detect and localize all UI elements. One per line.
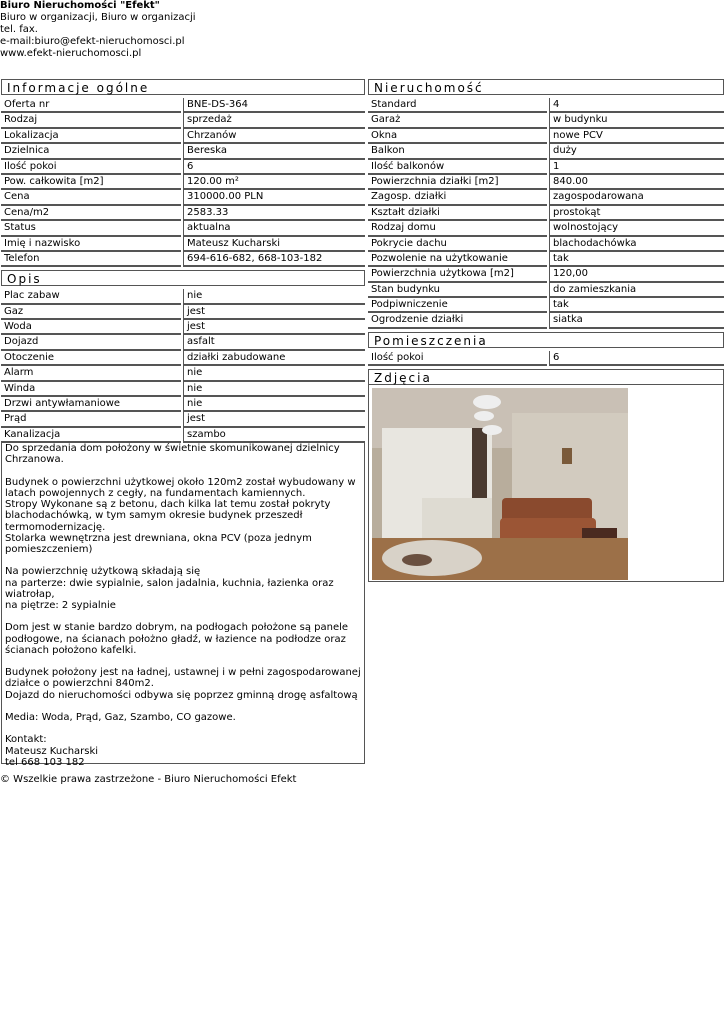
agency-subtitle: Biuro w organizacji, Biuro w organizacji (0, 12, 196, 23)
opis-row (1, 320, 365, 335)
property-label: Powierzchnia użytkowa [m2] (368, 267, 547, 282)
general-row (1, 221, 365, 236)
opis-row (1, 412, 365, 427)
room-photo[interactable] (372, 388, 628, 580)
general-value: 120.00 m² (183, 175, 365, 190)
opis-value: nie (183, 366, 365, 381)
property-row (368, 98, 724, 113)
general-value: aktualna (183, 221, 365, 236)
property-value: prostokąt (549, 206, 724, 221)
photo-gallery (368, 385, 724, 582)
opis-value: nie (183, 289, 365, 304)
footer-copyright: © Wszelkie prawa zastrzeżone - Biuro Nieruchomości Efekt (0, 774, 297, 785)
right-column (368, 79, 724, 582)
opis-row (1, 397, 365, 412)
property-value: tak (549, 298, 724, 313)
property-row (368, 221, 724, 236)
general-value: 694-616-682, 668-103-182 (183, 252, 365, 267)
general-row (1, 144, 365, 159)
property-label: Okna (368, 129, 547, 144)
property-label: Standard (368, 98, 547, 113)
property-description: Do sprzedania dom położony w świetnie skomunikowanej dzielnicy Chrzanowa. Budynek o powierzchni użytkowej około 120m2 został wybudowany w latach powojennych z cegły, na fundamentach kamiennych. Stropy Wykonane są z betonu, dach kilka lat temu został pokryty blachodachówką, w tym samym okresie budynek przeszedł termomodernizację. Stolarka wewnętrzna jest drewniana, okna PCV (poza jednym pomieszczeniem) Na powierzchnię użytkową składają się na parterze: dwie sypialnie, salon jadalnia, kuchnia, łazienka oraz wiatrołap, na piętrze: 2 sypialnie Dom jest w stanie bardzo dobrym, na podłogach położone są panele podłogowe, na ścianach położno gładź, w łazience na podłodze oraz ścianach położono kafelki. Budynek położony jest na ładnej, ustawnej i w pełni zagospodarowanej działce o powierzchni 840m2. Dojazd do nieruchomości odbywa się poprzez gminną drogę asfaltową Media: Woda, Prąd, Gaz, Szambo, CO gazowe. Kontakt: Mateusz Kucharski tel 668 103 182 (1, 443, 365, 764)
agency-header (0, 0, 196, 60)
general-value: 310000.00 PLN (183, 190, 365, 205)
opis-table (1, 289, 365, 443)
opis-label: Winda (1, 382, 181, 397)
property-row (368, 190, 724, 205)
property-label: Pokrycie dachu (368, 237, 547, 252)
property-value: 1 (549, 160, 724, 175)
general-row (1, 160, 365, 175)
general-label: Dzielnica (1, 144, 181, 159)
opis-value: nie (183, 382, 365, 397)
opis-label: Gaz (1, 305, 181, 320)
opis-label: Drzwi antywłamaniowe (1, 397, 181, 412)
opis-value: jest (183, 412, 365, 427)
property-value: zagospodarowana (549, 190, 724, 205)
opis-value: szambo (183, 428, 365, 443)
general-row (1, 237, 365, 252)
opis-label: Otoczenie (1, 351, 181, 366)
property-value: duży (549, 144, 724, 159)
general-row (1, 190, 365, 205)
property-row (368, 298, 724, 313)
general-row (1, 129, 365, 144)
property-value: 4 (549, 98, 724, 113)
opis-row (1, 366, 365, 381)
general-label: Oferta nr (1, 98, 181, 113)
agency-email[interactable]: e-mail:biuro@efekt-nieruchomosci.pl (0, 36, 185, 47)
property-label: Ilość balkonów (368, 160, 547, 175)
opis-value: asfalt (183, 335, 365, 350)
general-label: Lokalizacja (1, 129, 181, 144)
property-label: Powierzchnia działki [m2] (368, 175, 547, 190)
general-label: Pow. całkowita [m2] (1, 175, 181, 190)
opis-label: Prąd (1, 412, 181, 427)
opis-value: nie (183, 397, 365, 412)
property-value: blachodachówka (549, 237, 724, 252)
property-value: 120,00 (549, 267, 724, 282)
property-label: Pozwolenie na użytkowanie (368, 252, 547, 267)
property-label: Zagosp. działki (368, 190, 547, 205)
property-value: siatka (549, 313, 724, 328)
general-label: Status (1, 221, 181, 236)
opis-label: Kanalizacja (1, 428, 181, 443)
general-row (1, 113, 365, 128)
property-value: w budynku (549, 113, 724, 128)
property-row (368, 283, 724, 298)
property-label: Ogrodzenie działki (368, 313, 547, 328)
general-row (1, 252, 365, 267)
agency-name: Biuro Nieruchomości "Efekt" (0, 0, 160, 11)
property-row (368, 129, 724, 144)
property-row (368, 206, 724, 221)
opis-row (1, 335, 365, 350)
property-label: Stan budynku (368, 283, 547, 298)
opis-value: działki zabudowane (183, 351, 365, 366)
general-label: Cena (1, 190, 181, 205)
property-value: 840.00 (549, 175, 724, 190)
general-row (1, 175, 365, 190)
rooms-label: Ilość pokoi (368, 351, 547, 366)
property-label: Rodzaj domu (368, 221, 547, 236)
general-label: Rodzaj (1, 113, 181, 128)
opis-value: jest (183, 320, 365, 335)
property-row (368, 144, 724, 159)
general-row (1, 206, 365, 221)
opis-row (1, 382, 365, 397)
agency-website[interactable]: www.efekt-nieruchomosci.pl (0, 48, 142, 59)
property-label: Podpiwniczenie (368, 298, 547, 313)
rooms-row (368, 351, 724, 366)
property-row (368, 267, 724, 282)
left-column (1, 79, 365, 768)
general-value: Mateusz Kucharski (183, 237, 365, 252)
property-row (368, 237, 724, 252)
section-property-title: Nieruchomość (368, 79, 724, 95)
opis-label: Woda (1, 320, 181, 335)
property-label: Kształt działki (368, 206, 547, 221)
general-table (1, 98, 365, 267)
property-label: Balkon (368, 144, 547, 159)
rooms-table (368, 351, 724, 366)
property-table (368, 98, 724, 329)
opis-row (1, 305, 365, 320)
opis-value: jest (183, 305, 365, 320)
general-value: Bereska (183, 144, 365, 159)
opis-label: Dojazd (1, 335, 181, 350)
property-label: Garaż (368, 113, 547, 128)
general-label: Imię i nazwisko (1, 237, 181, 252)
property-row (368, 113, 724, 128)
opis-row (1, 351, 365, 366)
section-opis-title: Opis (1, 270, 365, 286)
section-rooms-title: Pomieszczenia (368, 332, 724, 348)
property-row (368, 160, 724, 175)
general-value: 6 (183, 160, 365, 175)
rooms-value: 6 (549, 351, 724, 366)
general-label: Ilość pokoi (1, 160, 181, 175)
general-value: Chrzanów (183, 129, 365, 144)
opis-label: Plac zabaw (1, 289, 181, 304)
property-value: wolnostojący (549, 221, 724, 236)
property-value: nowe PCV (549, 129, 724, 144)
general-row (1, 98, 365, 113)
opis-label: Alarm (1, 366, 181, 381)
property-value: do zamieszkania (549, 283, 724, 298)
property-value: tak (549, 252, 724, 267)
general-value: BNE-DS-364 (183, 98, 365, 113)
general-value: sprzedaż (183, 113, 365, 128)
general-label: Telefon (1, 252, 181, 267)
property-row (368, 252, 724, 267)
opis-row (1, 428, 365, 443)
opis-row (1, 289, 365, 304)
agency-phone: tel. fax. (0, 24, 38, 35)
section-general-title: Informacje ogólne (1, 79, 365, 95)
property-row (368, 175, 724, 190)
property-row (368, 313, 724, 328)
general-label: Cena/m2 (1, 206, 181, 221)
section-photos-title: Zdjęcia (368, 369, 724, 385)
general-value: 2583.33 (183, 206, 365, 221)
